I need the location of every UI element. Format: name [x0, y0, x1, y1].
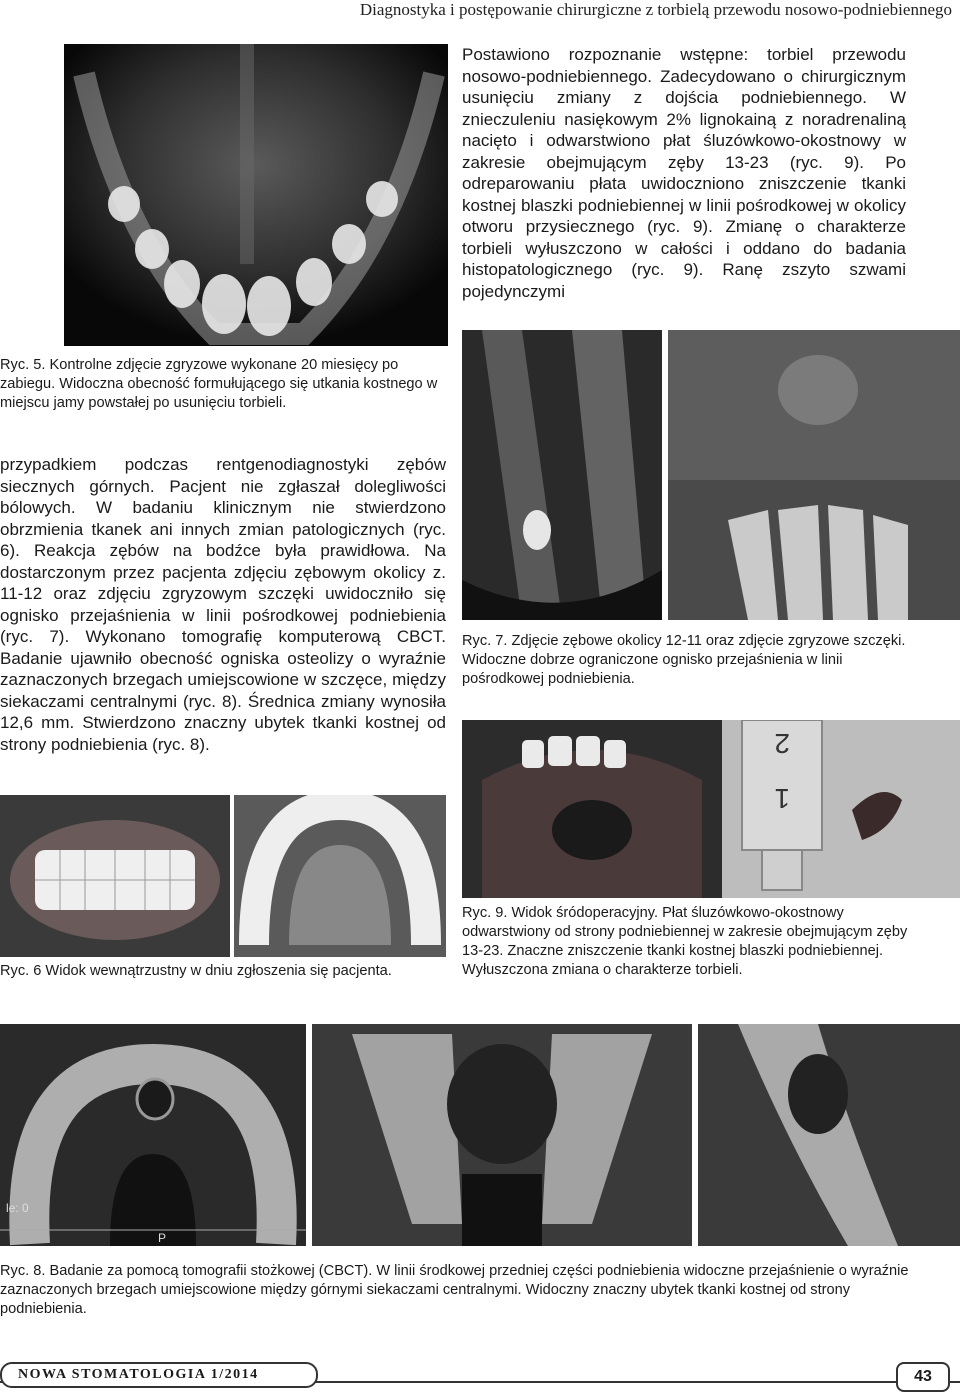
journal-title: NOWA STOMATOLOGIA 1/2014: [0, 1362, 318, 1388]
figure-5-text: Kontrolne zdjęcie zgryzowe wykonane 20 miesięcy po zabiegu. Widoczna obecność formułującego się utkania kostnego w miejscu jamy powstałej po usunięciu torbieli.: [0, 357, 438, 411]
cbct-overlay-p: P: [158, 1231, 167, 1245]
figure-6-caption: [0, 962, 448, 981]
figure-7-occlusal-xray: [668, 330, 960, 620]
right-column-text-top: Postawiono rozpoznanie wstępne: torbiel przewodu nosowo-podniebiennego. Zadecydowano o chirurgicznym usunięciu zmiany z dojścia podniebiennego. W znieczuleniu nasiękowym 2% lignokainą z noradrenaliną nacięto i odwarstwiono płat śluzówkowo-okostnowy w zakresie obejmującym zęby 13-23 (ryc. 9). Po odreparowaniu płata uwidoczniono zniszczenie tkanki kostnej blaszki podniebiennej w linii pośrodkowej w okolicy otworu przysiecznego (ryc. 9). Zmianę o charakterze torbieli wyłuszczono w całości i oddano do badania histopatologicznego (ryc. 9). Ranę zszyto szwami pojedynczymi: [462, 45, 906, 301]
figure-9-caption: [462, 904, 910, 980]
figure-7-caption: [462, 632, 910, 689]
syringe-mark-2: 2: [774, 728, 790, 759]
figure-5-xray: [64, 44, 448, 346]
xray-occlusal-image: [64, 44, 448, 346]
figure-8-cbct-coronal: [312, 1024, 692, 1246]
figure-8-cbct-axial: [0, 1024, 306, 1246]
figure-8-label: Ryc. 8.: [0, 1263, 46, 1279]
figure-7-label: Ryc. 7.: [462, 633, 508, 649]
figure-5-caption: [0, 356, 448, 413]
figure-6-occlusal-photo: [234, 795, 446, 957]
figure-5-label: Ryc. 5.: [0, 357, 46, 373]
figure-9-text: Widok śródoperacyjny. Płat śluzówkowo-okostnowy odwarstwiony od strony podniebiennej w zakresie obejmującym zęby 13-23. Znaczne zniszczenie tkanki kostnej blaszki podniebiennej. Wyłuszczona zmiana o charakterze torbieli.: [462, 905, 908, 978]
figure-7-text: Zdjęcie zębowe okolicy 12-11 oraz zdjęcie zgryzowe szczęki. Widoczne dobrze ograniczone ognisko przejaśnienia w linii pośrodkowej podniebienia.: [462, 633, 906, 687]
syringe-mark-1: 1: [774, 783, 790, 814]
left-column-text: przypadkiem podczas rentgenodiagnostyki zębów siecznych górnych. Pacjent nie zgłaszał dolegliwości bólowych. W badaniu klinicznym nie stwierdzono obrzmienia tkanek ani innych zmian patologicznych (ryc. 6). Reakcja zębów na bodźce była prawidłowa. Na dostarczonym przez pacjenta zdjęciu zębowym okolicy z. 11-12 oraz zdjęciu zgryzowym szczęki uwidoczniło się ognisko przejaśnienia w linii pośrodkowej podniebienia (ryc. 7). Wykonano tomografię komputerową CBCT. Badanie ujawniło obecność ogniska osteolizy o wyraźnie zaznaczonych brzegach umiejscowione w szczęce, między siekaczami centralnymi (ryc. 8). Średnica zmiany wynosiła 12,6 mm. Stwierdzono znaczny ubytek tkanki kostnej od strony podniebienia (ryc. 8).: [0, 455, 446, 754]
figure-7-dental-xray: [462, 330, 662, 620]
running-header: Diagnostyka i postępowanie chirurgiczne z torbielą przewodu nosowo-podniebiennego: [359, 0, 952, 19]
figure-8-text: Badanie za pomocą tomografii stożkowej (CBCT). W linii środkowej przedniej części podniebienia widoczne przejaśnienie o wyraźnie zaznaczonych brzegach umiejscowione między górnymi siekaczami centralnymi. Widoczny znaczny ubytek tkanki kostnej od strony podniebienia.: [0, 1263, 909, 1317]
figure-8-cbct-sagittal: [698, 1024, 960, 1246]
page-number: 43: [896, 1362, 950, 1392]
figure-8-caption: [0, 1262, 910, 1319]
figure-9-intraoperative-photo: [462, 720, 960, 898]
figure-6-frontal-photo: [0, 795, 230, 957]
figure-6-label: Ryc. 6: [0, 963, 42, 979]
figure-9-label: Ryc. 9.: [462, 905, 508, 921]
figure-6-text: Widok wewnątrzustny w dniu zgłoszenia się pacjenta.: [45, 963, 392, 979]
cbct-overlay-le: le: 0: [6, 1201, 29, 1215]
